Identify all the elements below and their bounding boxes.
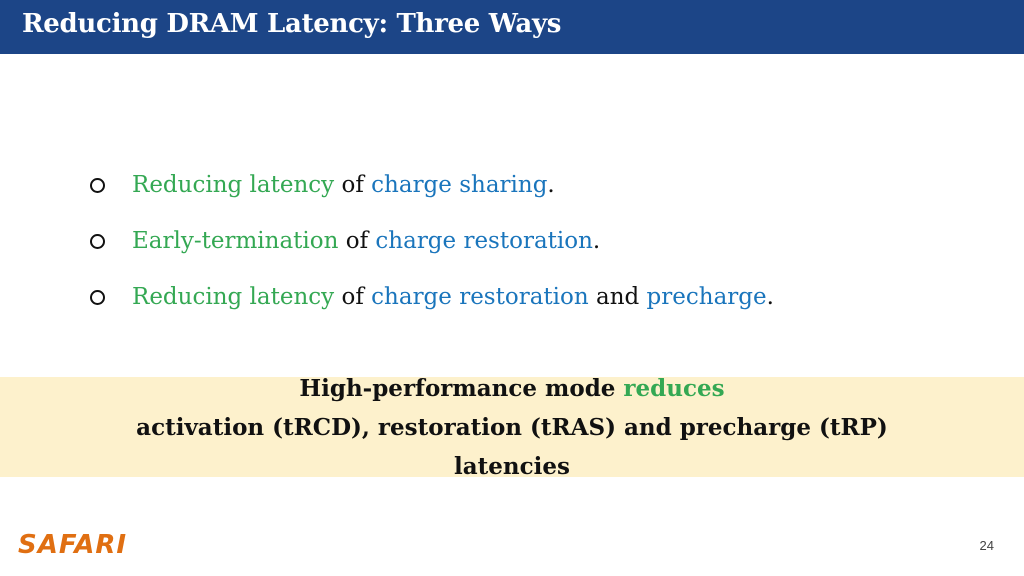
highlight-prefix: High-performance mode xyxy=(299,375,624,402)
bullet-blue-phrase: charge restoration xyxy=(375,228,593,254)
bullet-connector: of xyxy=(338,228,376,254)
bullet-green-phrase: Reducing latency xyxy=(132,172,335,198)
circle-bullet-icon xyxy=(90,234,105,249)
bullet-green-phrase: Early-termination xyxy=(132,228,339,254)
title-bar xyxy=(0,0,1024,54)
slide-title: Reducing DRAM Latency: Three Ways xyxy=(22,9,562,39)
page-number: 24 xyxy=(979,538,994,553)
bullet-text xyxy=(132,284,774,310)
circle-bullet-icon xyxy=(90,290,105,305)
bullet-connector: of xyxy=(334,284,372,310)
highlight-text xyxy=(0,369,1024,486)
bullet-blue-phrase: charge sharing xyxy=(371,172,548,198)
highlight-emphasis: reduces xyxy=(623,375,725,402)
bullet-text xyxy=(132,228,600,254)
highlight-line-2: activation (tRCD), restoration (tRAS) and precharge (tRP) xyxy=(136,414,888,441)
bullet-green-phrase: Reducing latency xyxy=(132,284,335,310)
safari-logo: SAFARI xyxy=(18,530,128,560)
highlight-line-3: latencies xyxy=(454,453,570,480)
bullet-connector: of xyxy=(334,172,372,198)
bullet-blue-phrase: precharge xyxy=(646,284,767,310)
bullet-period: . xyxy=(766,284,774,310)
bullet-connector: and xyxy=(588,284,647,310)
highlight-line-1 xyxy=(0,369,1024,408)
bullet-period: . xyxy=(592,228,601,254)
bullet-blue-phrase: charge restoration xyxy=(371,284,589,310)
bullet-text xyxy=(132,172,555,198)
circle-bullet-icon xyxy=(90,178,105,193)
bullet-period: . xyxy=(547,172,555,198)
